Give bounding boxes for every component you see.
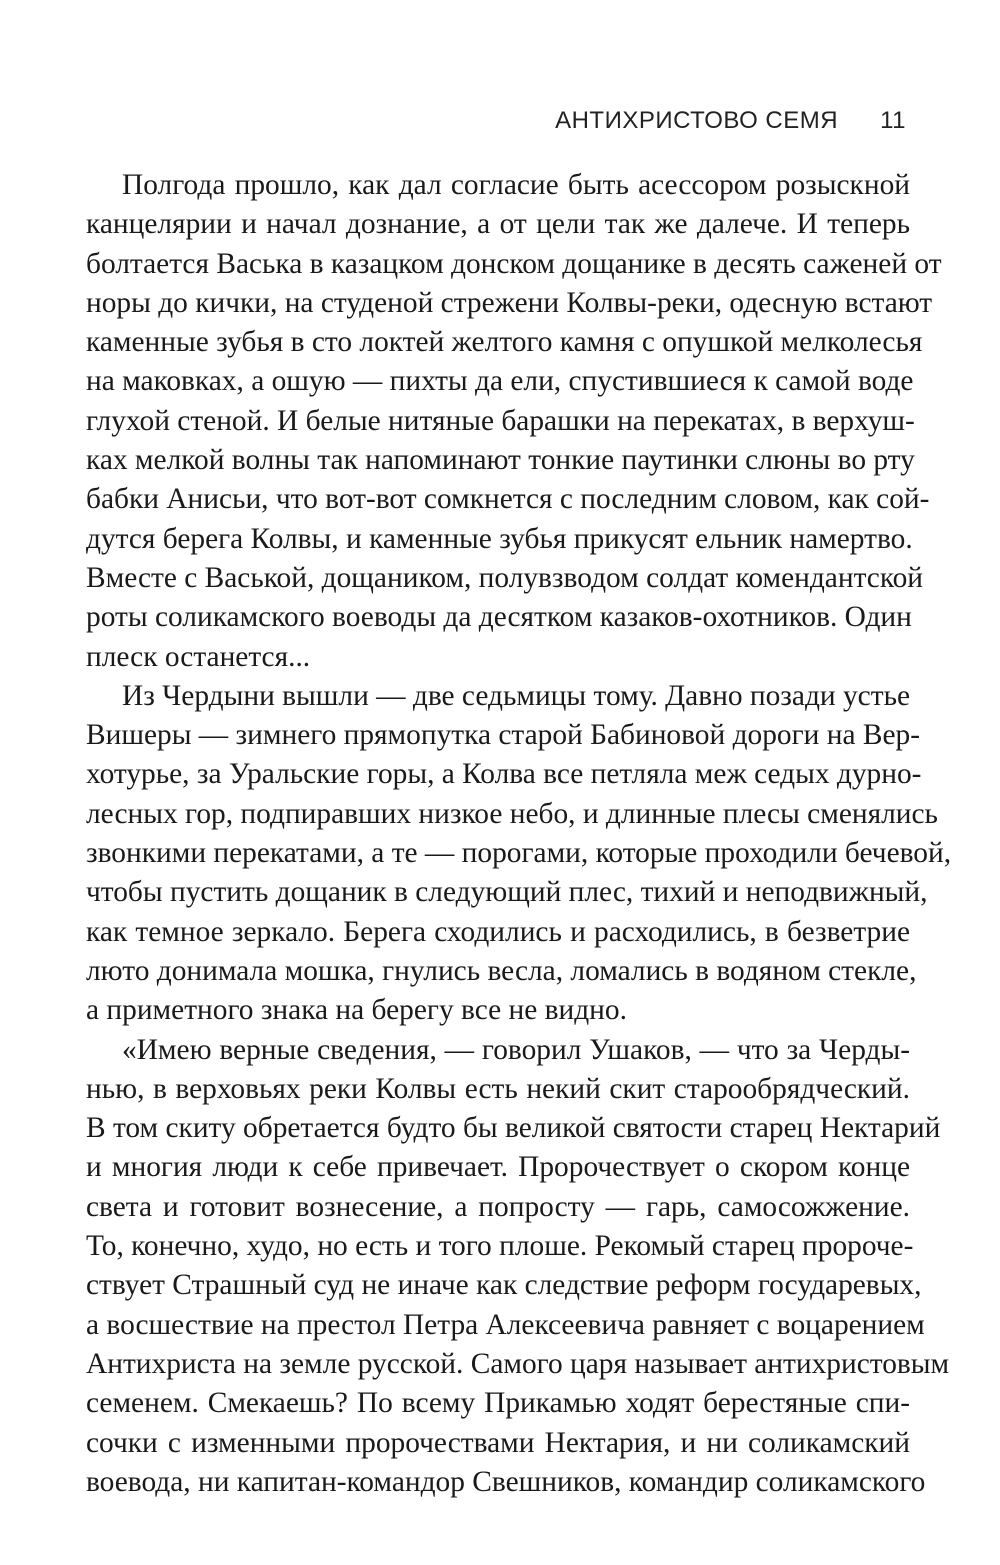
- text-line: роты соликамского воеводы да десятком казаков-охотников. Один: [86, 601, 912, 634]
- body-text: [86, 166, 952, 1502]
- text-line: хотурье, за Уральские горы, а Колва все петляла меж седых дурно-: [86, 758, 922, 791]
- text-line: как темное зеркало. Берега сходились и расходились, в безветрие: [86, 915, 910, 948]
- text-line: а приметного знака на берегу все не видно.: [86, 994, 627, 1027]
- text-line: глухой стеной. И белые нитяные барашки на перекатах, в верхуш-: [86, 404, 915, 437]
- running-header: [555, 104, 906, 138]
- text-line: ках мелкой волны так напоминают тонкие паутинки слюны во рту: [86, 444, 915, 477]
- text-line: чтобы пустить дощаник в следующий плес, тихий и неподвижный,: [86, 876, 928, 909]
- text-line: Из Чердыни вышли — две седьмицы тому. Давно позади устье: [122, 679, 911, 712]
- text-line: ствует Страшный суд не иначе как следствие реформ государевых,: [86, 1269, 922, 1302]
- text-line: воевода, ни капитан-командор Свешников, командир соликамского: [86, 1465, 926, 1498]
- text-line: бабки Анисьи, что вот-вот сомкнется с последним словом, как сой-: [86, 483, 930, 516]
- text-line: болтается Васька в казацком донском дощанике в десять саженей от: [86, 247, 942, 280]
- text-line: а восшествие на престол Петра Алексеевича равняет с воцарением: [86, 1308, 925, 1341]
- text-line: каменные зубья в сто локтей желтого камня с опушкой мелколесья: [86, 326, 923, 359]
- text-line: люто донимала мошка, гнулись весла, ломались в водяном стекле,: [86, 954, 917, 987]
- page-number: 11: [880, 107, 906, 134]
- running-title: АНТИХРИСТОВО СЕМЯ: [555, 107, 839, 134]
- text-line: и многия люди к себе привечает. Пророчествует о скором конце: [86, 1151, 910, 1184]
- text-line: на маковках, а ошую — пихты да ели, спустившиеся к самой воде: [86, 365, 914, 398]
- text-line: норы до кички, на студеной стрежени Колвы-реки, одесную встают: [86, 286, 933, 319]
- text-line: Вместе с Васькой, дощаником, полувзводом солдат комендантской: [86, 561, 924, 594]
- text-line: звонкими перекатами, а те — порогами, которые проходили бечевой,: [86, 837, 952, 870]
- text-line: нью, в верховьях реки Колвы есть некий скит старообрядческий.: [86, 1072, 910, 1105]
- text-line: канцелярии и начал дознание, а от цели так же далече. И теперь: [86, 208, 910, 241]
- text-line: Вишеры — зимнего прямопутка старой Бабиновой дороги на Вер-: [86, 719, 921, 752]
- text-line: дутся берега Колвы, и каменные зубья прикусят ельник намертво.: [86, 522, 913, 555]
- text-line: семенем. Смекаешь? По всему Прикамью ходят берестяные спи-: [86, 1387, 910, 1420]
- text-line: Антихриста на земле русской. Самого царя называет антихристовым: [86, 1347, 950, 1380]
- text-line: сочки с изменными пророчествами Нектария, и ни соликамский: [86, 1426, 910, 1459]
- text-line: Полгода прошло, как дал согласие быть асессором розыскной: [122, 169, 910, 201]
- text-line: лесных гор, подпиравших низкое небо, и длинные плесы сменялись: [86, 797, 938, 830]
- text-line: То, конечно, худо, но есть и того плоше. Рекомый старец пророче-: [86, 1230, 914, 1263]
- text-line: плеск останется...: [86, 640, 311, 673]
- text-line: В том скиту обретается будто бы великой святости старец Нектарий: [86, 1112, 941, 1145]
- text-line: света и готовит вознесение, а попросту — гарь, самосожжение.: [86, 1190, 910, 1223]
- text-line: «Имею верные сведения, — говорил Ушаков, — что за Черды-: [122, 1033, 910, 1066]
